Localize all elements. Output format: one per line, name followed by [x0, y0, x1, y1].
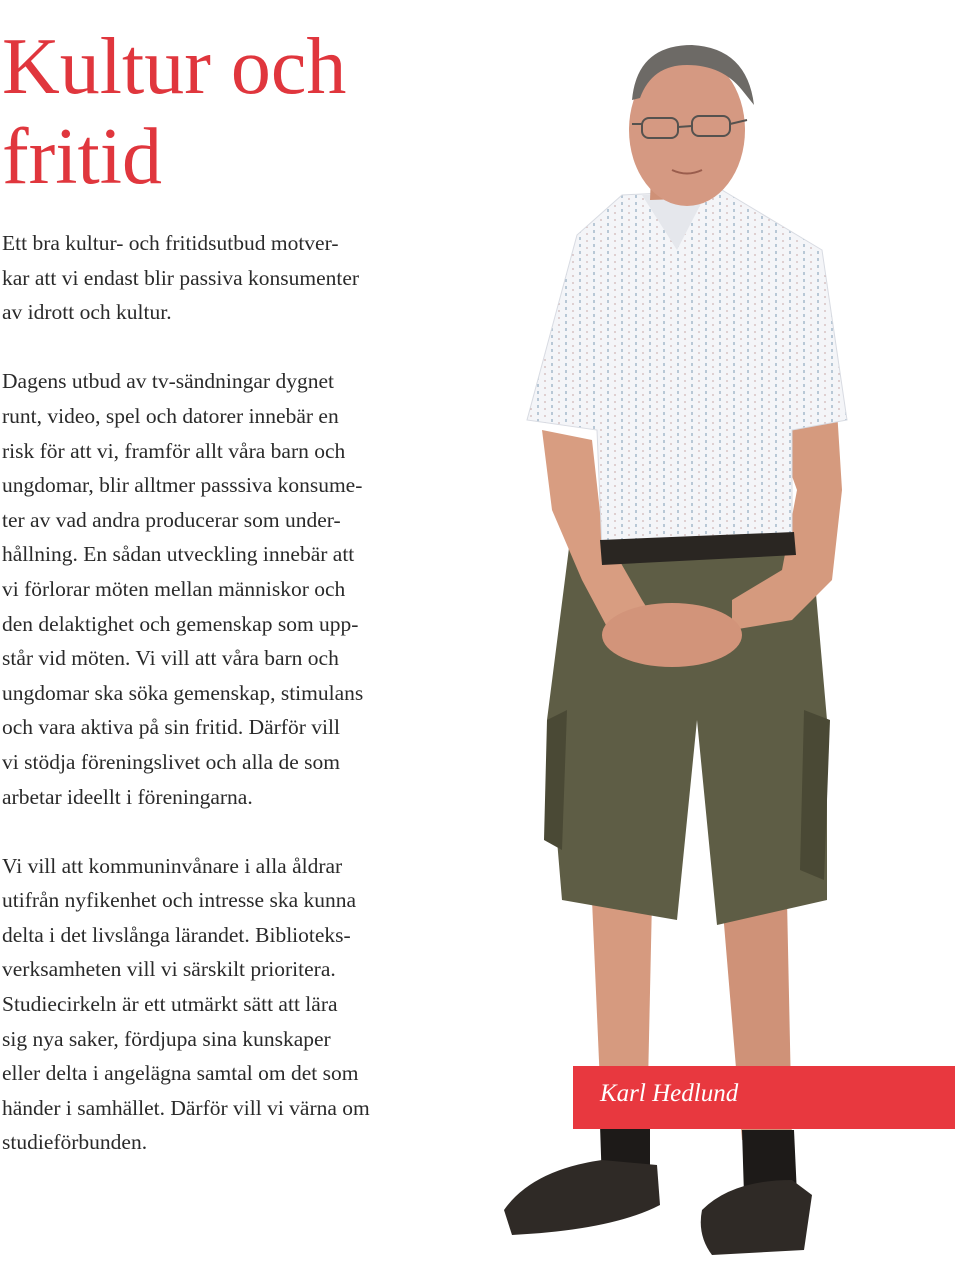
caption-name: Karl Hedlund — [600, 1080, 739, 1107]
page-title: Kultur och fritid — [2, 23, 347, 201]
hands — [602, 603, 742, 667]
media-paragraph: Dagens utbud av tv-sändningar dygnet runt, video, spel och datorer innebär en risk för att vi, framför allt våra barn och ungdomar, blir alltmer passsiva konsume- ter av vad andra producerar som under- hållning. En sådan utveckling innebär att vi förlorar möten mellan människor och den delaktighet och gemenskap som upp- står vid möten. Vi vill att våra barn och ungdomar ska söka gemenskap, stimulans och vara aktiva på sin fritid. Därför vill vi stödja föreningslivet och alla de som arbetar ideellt i föreningarna. — [2, 369, 364, 809]
right-sandal — [701, 1180, 812, 1255]
learning-paragraph: Vi vill att kommuninvånare i alla åldrar utifrån nyfikenhet och intresse ska kunna delta i det livslånga lärandet. Biblioteks- verksamheten vill vi särskilt prioritera. Studiecirkeln är ett utmärkt sätt att lära sig nya saker, fördjupa sina kunskaper eller delta i angelägna samtal om det som händer i samhället. Därför vill vi värna om studieförbunden. — [2, 853, 370, 1155]
intro-paragraph: Ett bra kultur- och fritidsutbud motver- kar att vi endast blir passiva konsumenter av idrott och kultur. — [2, 231, 360, 325]
body-text — [2, 226, 422, 1195]
caption-banner — [573, 1066, 955, 1129]
left-sandal — [504, 1160, 660, 1235]
